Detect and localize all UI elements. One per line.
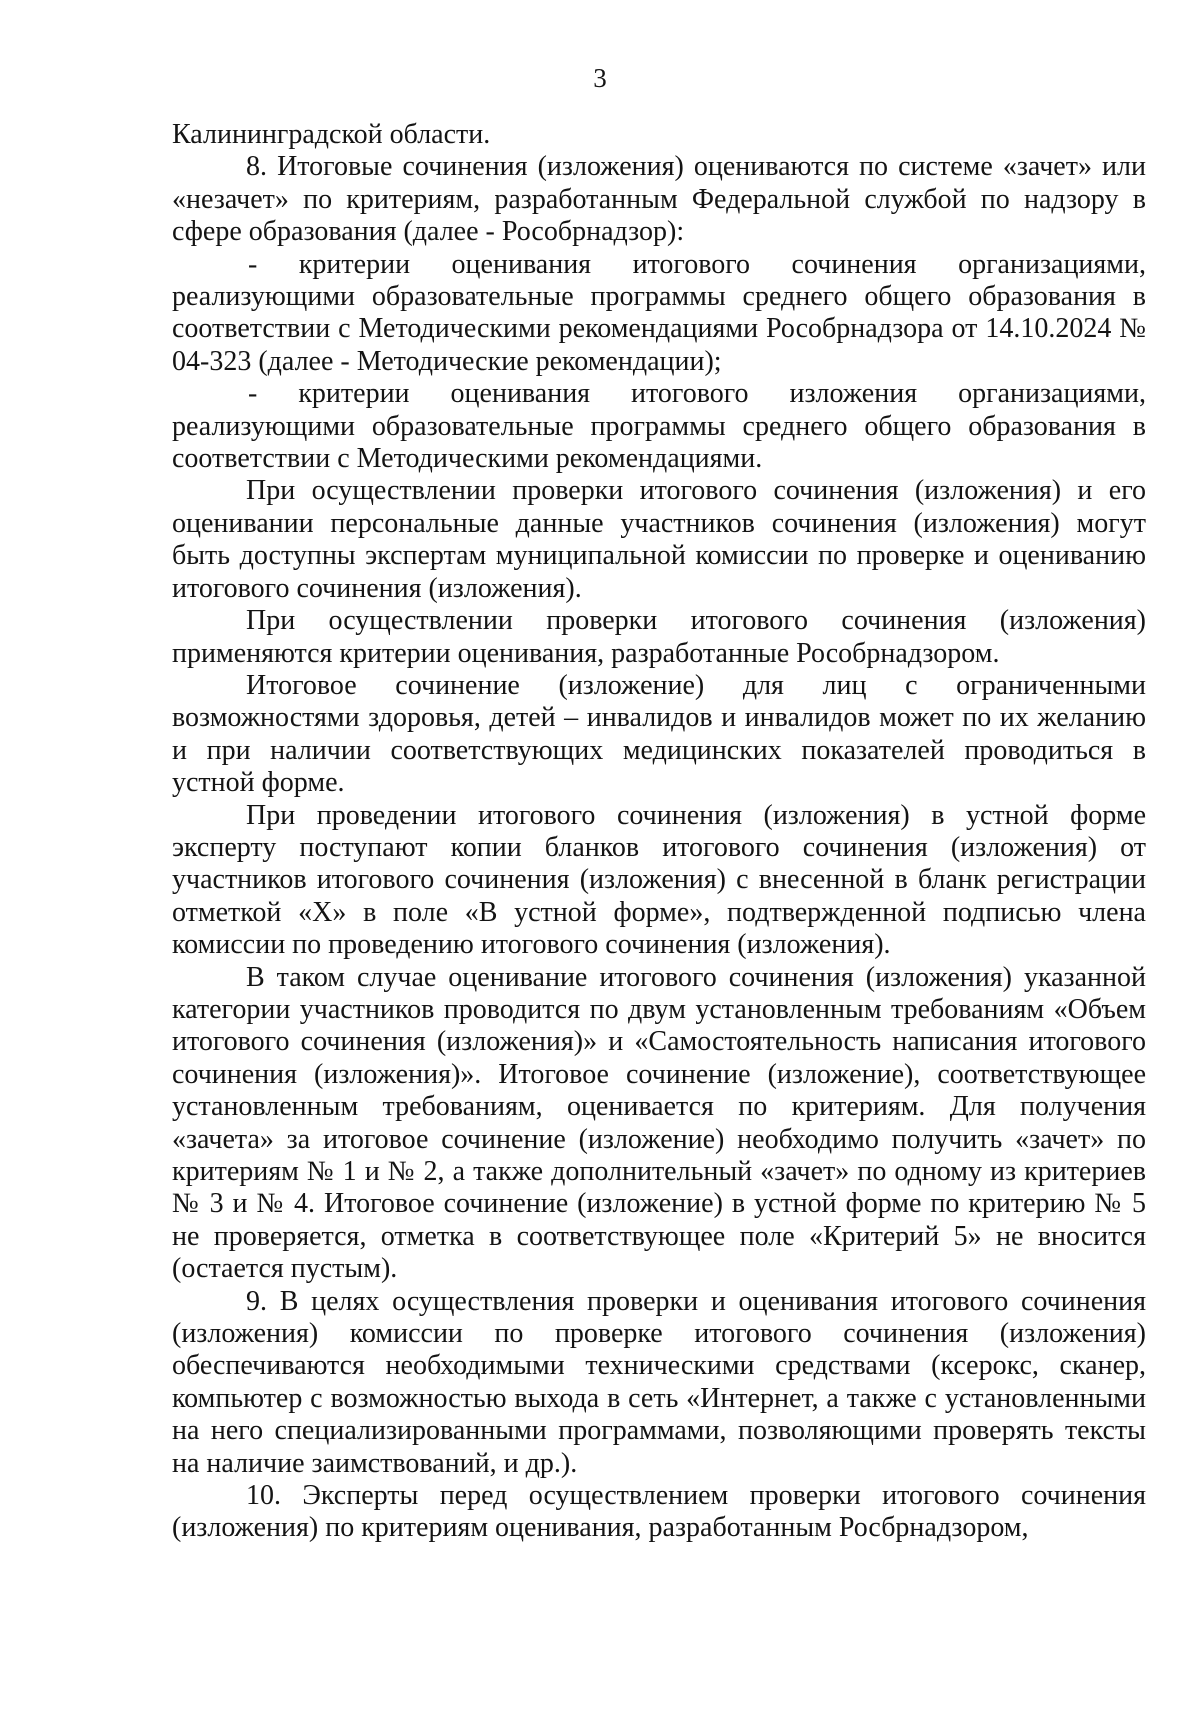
- paragraph-continuation: Калининградской области.: [172, 119, 491, 150]
- paragraph-item-9: 9. В целях осуществления проверки и оценивания итогового сочинения (изложения) комиссии по проверке итогового сочинения (изложения) обеспечиваются необходимыми техническими средствами (ксерокс, сканер, компьютер с возможностью выхода в сеть «Интернет, а также с установленными на него специализированными программами, позволяющими проверять тексты на наличие заимствований, и др.).: [172, 1285, 1146, 1479]
- paragraph-oral-form-copies: При проведении итогового сочинения (изложения) в устной форме эксперту поступают копии бланков итогового сочинения (изложения) от участников итогового сочинения (изложения) с внесенной в бланк регистрации отметкой «Х» в поле «В устной форме», подтвержденной подписью члена комиссии по проведению итогового сочинения (изложения).: [172, 799, 1146, 961]
- paragraph-oral-form-evaluation: В таком случае оценивание итогового сочинения (изложения) указанной категории участников проводится по двум установленным требованиям «Объем итогового сочинения (изложения)» и «Самостоятельность написания итогового сочинения (изложения)». Итоговое сочинение (изложение), соответствующее установленным требованиям, оценивается по критериям. Для получения «зачета» за итоговое сочинение (изложение) необходимо получить «зачет» по критериям № 1 и № 2, а также дополнительный «зачет» по одному из критериев № 3 и № 4. Итоговое сочинение (изложение) в устной форме по критерию № 5 не проверяется, отметка в соответствующее поле «Критерий 5» не вносится (остается пустым).: [172, 961, 1146, 1285]
- paragraph-oral-form: Итоговое сочинение (изложение) для лиц с ограниченными возможностями здоровья, детей – инвалидов и инвалидов может по их желанию и при наличии соответствующих медицинских показателей проводиться в устной форме.: [172, 669, 1146, 799]
- paragraph-criteria-applied: При осуществлении проверки итогового сочинения (изложения) применяются критерии оценивания, разработанные Рособрнадзором.: [172, 605, 1146, 669]
- document-body: [172, 119, 1146, 1545]
- list-item-essay-criteria: - критерии оценивания итогового сочинения организациями, реализующими образовательные программы среднего общего образования в соответствии с Методическими рекомендациями Рособрнадзора от 14.10.2024 № 04-323 (далее - Методические рекомендации);: [172, 248, 1146, 377]
- paragraph-item-8: 8. Итоговые сочинения (изложения) оцениваются по системе «зачет» или «незачет» по критериям, разработанным Федеральной службой по надзору в сфере образования (далее - Рособрнадзор):: [172, 151, 1146, 248]
- paragraph-item-10: 10. Эксперты перед осуществлением проверки итогового сочинения (изложения) по критериям оценивания, разработанным Росбрнадзором,: [172, 1480, 1146, 1544]
- page-number: 3: [593, 63, 607, 93]
- paragraph-personal-data: При осуществлении проверки итогового сочинения (изложения) и его оценивании персональные данные участников сочинения (изложения) могут быть доступны экспертам муниципальной комиссии по проверке и оцениванию итогового сочинения (изложения).: [172, 475, 1146, 604]
- list-item-summary-criteria: - критерии оценивания итогового изложения организациями, реализующими образовательные программы среднего общего образования в соответствии с Методическими рекомендациями.: [172, 378, 1146, 475]
